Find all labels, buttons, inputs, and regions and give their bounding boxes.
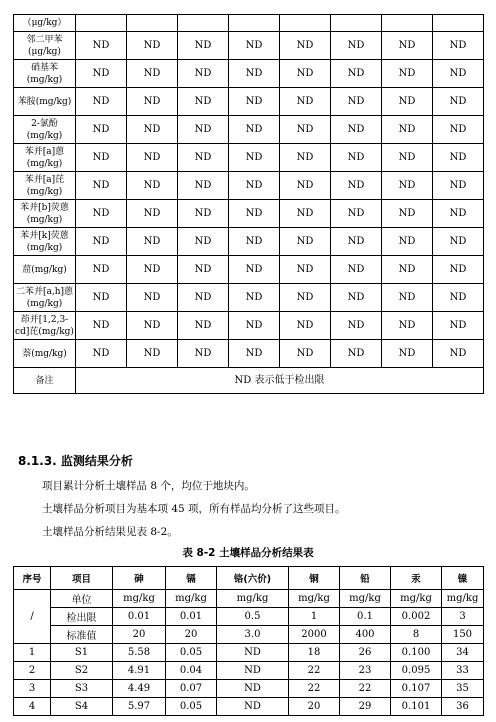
table-cell: ND <box>280 340 331 368</box>
row-label: 标准值 <box>51 626 113 644</box>
table-cell: ND <box>280 172 331 200</box>
table-cell: ND <box>76 144 127 172</box>
sample-id: S3 <box>51 680 113 698</box>
table-cell: ND <box>76 88 127 116</box>
row-number: 4 <box>14 698 51 716</box>
table-cell: 22 <box>289 680 340 698</box>
table-cell: ND <box>229 88 280 116</box>
table-row <box>14 368 484 394</box>
table-cell: ND <box>280 312 331 340</box>
table-cell: ND <box>76 200 127 228</box>
table-row <box>14 256 484 284</box>
table-cell: ND <box>382 312 433 340</box>
row-label: 硝基苯(mg/kg) <box>14 60 76 88</box>
table-cell: 0.01 <box>113 608 166 626</box>
table-cell: ND <box>217 644 289 662</box>
table-cell <box>76 15 127 32</box>
table-cell: 35 <box>442 680 484 698</box>
table-cell: 8 <box>391 626 442 644</box>
table-cell: mg/kg <box>166 590 217 608</box>
table-cell: ND <box>127 340 178 368</box>
table-cell: ND <box>331 144 382 172</box>
table-cell: ND <box>178 312 229 340</box>
table-row <box>14 312 484 340</box>
table-cell: ND <box>178 340 229 368</box>
table-cell: ND <box>178 88 229 116</box>
table-cell: 20 <box>113 626 166 644</box>
table-row <box>14 284 484 312</box>
table-row <box>14 662 484 680</box>
table-row <box>14 172 484 200</box>
table-cell: ND <box>229 60 280 88</box>
table-cell: ND <box>76 32 127 60</box>
table-row <box>14 590 484 608</box>
column-header: 镉 <box>166 567 217 590</box>
table-cell: ND <box>280 256 331 284</box>
table-cell: ND <box>382 144 433 172</box>
table-cell: ND <box>127 200 178 228</box>
table-cell: ND <box>280 228 331 256</box>
table-row <box>14 698 484 716</box>
section-heading: 8.1.3. 监测结果分析 <box>18 454 133 468</box>
table-cell: ND <box>331 32 382 60</box>
table-cell: ND <box>382 256 433 284</box>
note-text: ND 表示低于检出限 <box>76 368 484 394</box>
table-cell: ND <box>382 284 433 312</box>
column-header: 序号 <box>14 567 51 590</box>
paragraph-table-reference: 土壤样品分析结果见表 8-2。 <box>42 526 178 538</box>
table-cell: ND <box>178 228 229 256</box>
table-row <box>14 644 484 662</box>
table-cell: 5.58 <box>113 644 166 662</box>
table-cell <box>178 15 229 32</box>
table-cell: ND <box>382 32 433 60</box>
table-cell: ND <box>331 340 382 368</box>
table-cell <box>382 15 433 32</box>
table-cell: ND <box>76 172 127 200</box>
table-cell: ND <box>280 88 331 116</box>
table-cell: ND <box>229 340 280 368</box>
paragraph-sample-count: 项目累计分析土壤样品 8 个，均位于地块内。 <box>42 480 255 492</box>
column-header: 镍 <box>442 567 484 590</box>
table-cell: ND <box>76 312 127 340</box>
table-cell: 18 <box>289 644 340 662</box>
table-cell: ND <box>331 88 382 116</box>
table-cell: 0.107 <box>391 680 442 698</box>
row-label: 茚并[1,2,3-cd]芘(mg/kg) <box>14 312 76 340</box>
table-cell: ND <box>382 340 433 368</box>
table-cell: ND <box>127 256 178 284</box>
table-cell: ND <box>178 172 229 200</box>
table-cell: 22 <box>289 662 340 680</box>
table-cell: 0.07 <box>166 680 217 698</box>
table-cell: 22 <box>340 680 391 698</box>
table-cell: ND <box>229 172 280 200</box>
table-cell: ND <box>178 200 229 228</box>
table-cell: ND <box>127 284 178 312</box>
table-cell: 1 <box>289 608 340 626</box>
table-cell: ND <box>433 312 484 340</box>
table-cell: ND <box>280 200 331 228</box>
table-cell: ND <box>217 680 289 698</box>
table-cell: ND <box>76 228 127 256</box>
table-cell: 2000 <box>289 626 340 644</box>
table-cell: ND <box>382 200 433 228</box>
table-cell: 36 <box>442 698 484 716</box>
row-label: （μg/kg） <box>14 15 76 32</box>
table-cell: 4.49 <box>113 680 166 698</box>
table-cell: ND <box>229 144 280 172</box>
soil-results-table-continued <box>13 14 484 394</box>
table-cell: ND <box>76 116 127 144</box>
table-cell: ND <box>178 144 229 172</box>
table-row <box>14 200 484 228</box>
table-cell: ND <box>331 228 382 256</box>
table-cell: 4.91 <box>113 662 166 680</box>
row-label: 2-氯酚(mg/kg) <box>14 116 76 144</box>
table-cell: 26 <box>340 644 391 662</box>
table-row <box>14 340 484 368</box>
table-row <box>14 680 484 698</box>
row-label: 苯并[a]蒽(mg/kg) <box>14 144 76 172</box>
table-cell <box>127 15 178 32</box>
row-label: 单位 <box>51 590 113 608</box>
table-cell: ND <box>178 256 229 284</box>
table-row <box>14 144 484 172</box>
table-cell: ND <box>229 200 280 228</box>
table-cell: ND <box>76 256 127 284</box>
table-cell: ND <box>331 256 382 284</box>
table-cell: ND <box>229 284 280 312</box>
sample-id: S2 <box>51 662 113 680</box>
table-cell: ND <box>331 60 382 88</box>
column-header: 铜 <box>289 567 340 590</box>
table-cell: 0.05 <box>166 698 217 716</box>
table-row <box>14 608 484 626</box>
row-label: 苯胺(mg/kg) <box>14 88 76 116</box>
table-cell: ND <box>433 256 484 284</box>
table-cell: ND <box>127 116 178 144</box>
table-cell: 20 <box>166 626 217 644</box>
sample-id: S1 <box>51 644 113 662</box>
table-cell: ND <box>127 312 178 340</box>
table-cell: 0.05 <box>166 644 217 662</box>
table-cell: ND <box>127 172 178 200</box>
table-cell: ND <box>127 32 178 60</box>
table-row <box>14 88 484 116</box>
table-cell: ND <box>229 312 280 340</box>
table-cell: 33 <box>442 662 484 680</box>
table-row <box>14 116 484 144</box>
table-cell: 0.095 <box>391 662 442 680</box>
table-row <box>14 626 484 644</box>
table-cell: ND <box>178 32 229 60</box>
table-cell: 0.100 <box>391 644 442 662</box>
table-cell: ND <box>331 312 382 340</box>
table-cell: ND <box>382 88 433 116</box>
table-cell: ND <box>127 228 178 256</box>
row-number: 1 <box>14 644 51 662</box>
table-cell: ND <box>433 144 484 172</box>
row-number: 2 <box>14 662 51 680</box>
table-cell: mg/kg <box>217 590 289 608</box>
table-cell: 3.0 <box>217 626 289 644</box>
row-label: 检出限 <box>51 608 113 626</box>
table-caption: 表 8-2 土壤样品分析结果表 <box>182 547 314 559</box>
table-cell: ND <box>217 698 289 716</box>
table-row <box>14 60 484 88</box>
table-cell: ND <box>331 116 382 144</box>
table-cell: ND <box>76 60 127 88</box>
table-cell: ND <box>331 172 382 200</box>
table-cell: 20 <box>289 698 340 716</box>
table-cell <box>433 15 484 32</box>
table-cell: ND <box>433 284 484 312</box>
table-cell: ND <box>229 256 280 284</box>
row-label: 苯并[k]荧蒽(mg/kg) <box>14 228 76 256</box>
table-cell: mg/kg <box>289 590 340 608</box>
table-cell: ND <box>280 144 331 172</box>
table-cell: ND <box>280 32 331 60</box>
table-cell: ND <box>433 60 484 88</box>
table-cell: ND <box>76 284 127 312</box>
table-cell: 0.04 <box>166 662 217 680</box>
table-cell: ND <box>127 88 178 116</box>
table-row <box>14 15 484 32</box>
table-cell <box>331 15 382 32</box>
table-cell: ND <box>217 662 289 680</box>
table-cell: ND <box>178 116 229 144</box>
table-cell: 0.1 <box>340 608 391 626</box>
table-cell: ND <box>229 228 280 256</box>
column-header: 铅 <box>340 567 391 590</box>
table-cell: ND <box>127 144 178 172</box>
table-cell: ND <box>280 284 331 312</box>
table-cell: ND <box>382 172 433 200</box>
row-label: 二苯并[a,h]蒽(mg/kg) <box>14 284 76 312</box>
table-cell: 0.101 <box>391 698 442 716</box>
table-row <box>14 32 484 60</box>
paragraph-analysis-items: 土壤样品分析项目为基本项 45 项，所有样品均分析了这些项目。 <box>42 503 346 515</box>
column-header: 项目 <box>51 567 113 590</box>
column-header: 砷 <box>113 567 166 590</box>
table-cell: ND <box>433 116 484 144</box>
table-cell: ND <box>331 284 382 312</box>
row-label: 邻二甲苯(μg/kg) <box>14 32 76 60</box>
table-cell: 0.01 <box>166 608 217 626</box>
table-cell <box>229 15 280 32</box>
table-cell: 23 <box>340 662 391 680</box>
table-cell: 3 <box>442 608 484 626</box>
table-cell: ND <box>280 116 331 144</box>
row-number: 3 <box>14 680 51 698</box>
table-cell: 0.5 <box>217 608 289 626</box>
table-cell: ND <box>178 60 229 88</box>
table-cell: ND <box>433 32 484 60</box>
table-cell: ND <box>382 228 433 256</box>
table-cell: 34 <box>442 644 484 662</box>
table-cell: ND <box>433 340 484 368</box>
table-cell: 29 <box>340 698 391 716</box>
table-cell <box>280 15 331 32</box>
table-cell: ND <box>331 200 382 228</box>
table-cell: ND <box>382 116 433 144</box>
table-cell: ND <box>229 116 280 144</box>
column-header: 汞 <box>391 567 442 590</box>
table-cell: mg/kg <box>442 590 484 608</box>
table-cell: ND <box>127 60 178 88</box>
table-cell: 150 <box>442 626 484 644</box>
row-label: 苯并[a]芘(mg/kg) <box>14 172 76 200</box>
table-cell: mg/kg <box>391 590 442 608</box>
table-cell: ND <box>280 60 331 88</box>
table-cell: ND <box>382 60 433 88</box>
table-cell: ND <box>433 228 484 256</box>
column-header: 铬(六价) <box>217 567 289 590</box>
soil-sample-analysis-table <box>13 566 484 716</box>
table-cell: ND <box>76 340 127 368</box>
table-cell: mg/kg <box>113 590 166 608</box>
table-cell: ND <box>433 88 484 116</box>
table-cell: mg/kg <box>340 590 391 608</box>
table-cell: 400 <box>340 626 391 644</box>
table-cell: ND <box>229 32 280 60</box>
table-row <box>14 228 484 256</box>
table-cell: ND <box>433 172 484 200</box>
row-label: 萘(mg/kg) <box>14 340 76 368</box>
row-label: 苯并[b]荧蒽(mg/kg) <box>14 200 76 228</box>
sample-id: S4 <box>51 698 113 716</box>
table-cell: 5.97 <box>113 698 166 716</box>
note-label: 备注 <box>14 368 76 394</box>
table-cell: ND <box>178 284 229 312</box>
table-cell: 0.002 <box>391 608 442 626</box>
slash-cell: / <box>14 590 51 644</box>
row-label: 䓛(mg/kg) <box>14 256 76 284</box>
table-cell: ND <box>433 200 484 228</box>
